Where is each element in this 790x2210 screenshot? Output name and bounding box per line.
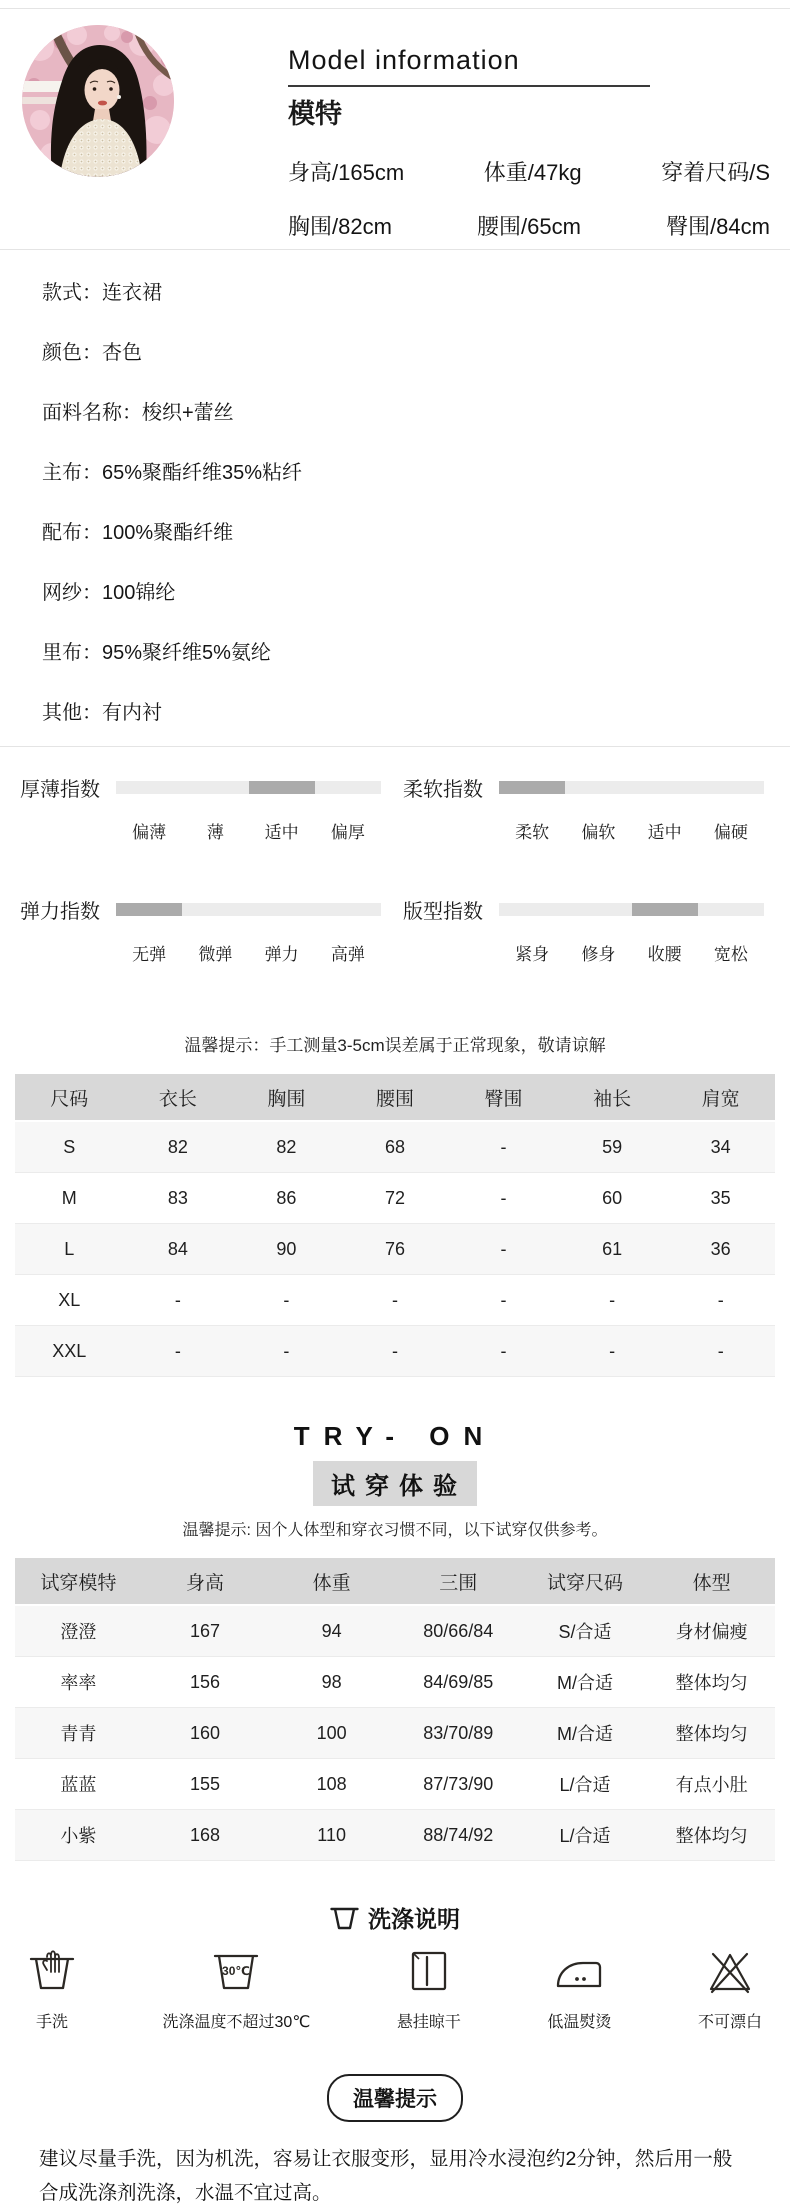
table-cell: - — [449, 1326, 558, 1377]
index-label: 弹力指数 — [20, 901, 100, 923]
index-elasticity — [20, 895, 381, 965]
table-row — [15, 1810, 775, 1861]
table-cell: 84/69/85 — [395, 1657, 522, 1708]
table-cell: 82 — [124, 1122, 233, 1173]
table-cell: - — [124, 1275, 233, 1326]
table-cell: 156 — [142, 1657, 269, 1708]
index-option-label: 柔软 — [515, 823, 550, 842]
index-bar-fill — [116, 903, 182, 916]
table-cell: 82 — [232, 1122, 341, 1173]
model-info-title-en: Model information — [288, 45, 650, 87]
table-header-cell: 体型 — [648, 1558, 775, 1606]
model-waist: 腰围/65cm — [477, 214, 581, 239]
index-bar-fill — [499, 781, 565, 794]
index-options — [116, 940, 381, 965]
model-wearing-size: 穿着尺码/S — [661, 160, 770, 185]
tryon-note: 温馨提示: 因个人体型和穿衣习惯不同，以下试穿仅供参考。 — [182, 1522, 608, 1539]
washcare-section-title — [0, 1901, 790, 1934]
index-option-label: 偏硬 — [713, 823, 748, 842]
table-cell: M — [15, 1173, 124, 1224]
table-cell: - — [558, 1275, 667, 1326]
table-cell: 98 — [268, 1657, 395, 1708]
washcare-item — [698, 1946, 762, 2032]
fabric-index-section — [0, 747, 790, 987]
table-cell: - — [341, 1275, 450, 1326]
attr-style: 款式：连衣裙 — [42, 281, 162, 304]
table-cell: 167 — [142, 1606, 269, 1657]
table-row — [15, 1173, 775, 1224]
table-cell: 88/74/92 — [395, 1810, 522, 1861]
table-header-cell: 胸围 — [232, 1074, 341, 1122]
table-cell: S/合适 — [522, 1606, 649, 1657]
table-row — [15, 1122, 775, 1173]
table-row — [15, 1275, 775, 1326]
hand-wash-icon — [28, 1948, 76, 1994]
table-cell: - — [449, 1224, 558, 1275]
washcare-item — [28, 1946, 76, 2032]
size-table — [15, 1074, 775, 1377]
index-option-label: 适中 — [264, 823, 299, 842]
index-softness — [403, 773, 764, 843]
index-option-label: 宽松 — [713, 945, 748, 964]
index-bar — [116, 903, 381, 916]
no-bleach-icon — [706, 1948, 754, 1994]
table-cell: - — [666, 1275, 775, 1326]
table-cell: XL — [15, 1275, 124, 1326]
table-cell: 72 — [341, 1173, 450, 1224]
table-header-cell: 身高 — [142, 1558, 269, 1606]
index-options — [499, 818, 764, 843]
wash-30c-icon — [212, 1948, 260, 1994]
tryon-table — [15, 1558, 775, 1861]
table-cell: 青青 — [15, 1708, 142, 1759]
table-cell: 61 — [558, 1224, 667, 1275]
table-cell: 110 — [268, 1810, 395, 1861]
table-row — [15, 1708, 775, 1759]
index-label: 版型指数 — [403, 901, 483, 923]
table-cell: 83 — [124, 1173, 233, 1224]
table-cell: 83/70/89 — [395, 1708, 522, 1759]
table-cell: 84 — [124, 1224, 233, 1275]
attr-mesh: 网纱：100锦纶 — [42, 581, 176, 604]
table-cell: 身材偏瘦 — [648, 1606, 775, 1657]
wash-basin-icon — [330, 1905, 359, 1931]
table-cell: 澄澄 — [15, 1606, 142, 1657]
index-label: 厚薄指数 — [20, 779, 100, 801]
washcare-label: 洗涤温度不超过30℃ — [162, 2014, 311, 2031]
index-bar — [499, 903, 764, 916]
model-portrait-illustration — [22, 25, 174, 177]
table-cell: 76 — [341, 1224, 450, 1275]
table-cell: 80/66/84 — [395, 1606, 522, 1657]
table-cell: L/合适 — [522, 1810, 649, 1861]
table-header-cell: 三围 — [395, 1558, 522, 1606]
index-option-label: 无弹 — [132, 945, 167, 964]
tryon-section-header — [0, 1421, 790, 1540]
table-cell: S — [15, 1122, 124, 1173]
table-cell: 小紫 — [15, 1810, 142, 1861]
iron-low-icon — [554, 1951, 604, 1991]
table-cell: 59 — [558, 1122, 667, 1173]
table-cell: 整体均匀 — [648, 1708, 775, 1759]
model-stats-row1 — [288, 156, 770, 187]
model-hip: 臀围/84cm — [666, 214, 770, 239]
washcare-item — [397, 1946, 461, 2032]
table-cell: 35 — [666, 1173, 775, 1224]
hang-dry-icon — [408, 1948, 450, 1994]
table-row — [15, 1759, 775, 1810]
table-cell: 155 — [142, 1759, 269, 1810]
washcare-label: 不可漂白 — [697, 2014, 762, 2031]
index-bar — [499, 781, 764, 794]
table-cell: 168 — [142, 1810, 269, 1861]
table-header-cell: 臀围 — [449, 1074, 558, 1122]
table-cell: - — [449, 1275, 558, 1326]
table-cell: 160 — [142, 1708, 269, 1759]
table-row — [15, 1657, 775, 1708]
washcare-item — [547, 1946, 611, 2032]
index-option-label: 收腰 — [647, 945, 682, 964]
table-cell: 100 — [268, 1708, 395, 1759]
index-option-label: 高弹 — [330, 945, 365, 964]
table-header-cell: 试穿模特 — [15, 1558, 142, 1606]
table-cell: L/合适 — [522, 1759, 649, 1810]
index-label: 柔软指数 — [403, 779, 483, 801]
washcare-title-text: 洗涤说明 — [368, 1906, 460, 1932]
table-cell: 整体均匀 — [648, 1810, 775, 1861]
model-bust: 胸围/82cm — [288, 214, 392, 239]
attr-fabric-name: 面料名称：梭织+蕾丝 — [42, 401, 234, 424]
tryon-title-cn: 试穿体验 — [313, 1461, 477, 1506]
tryon-title-en: TRY- ON — [293, 1421, 497, 1451]
table-cell: - — [341, 1326, 450, 1377]
index-fit — [403, 895, 764, 965]
table-header-cell: 腰围 — [341, 1074, 450, 1122]
index-option-label: 微弹 — [198, 945, 233, 964]
washcare-label: 悬挂晾干 — [396, 2014, 461, 2031]
attr-secondary-fabric: 配布：100%聚酯纤维 — [42, 521, 234, 544]
table-header-cell: 体重 — [268, 1558, 395, 1606]
index-option-label: 偏薄 — [132, 823, 167, 842]
table-row — [15, 1326, 775, 1377]
table-header-cell: 肩宽 — [666, 1074, 775, 1122]
washcare-item — [163, 1946, 311, 2032]
product-attributes — [0, 250, 790, 746]
index-option-label: 修身 — [581, 945, 616, 964]
table-cell: 有点小肚 — [648, 1759, 775, 1810]
index-option-label: 偏厚 — [330, 823, 365, 842]
attr-other: 其他：有内衬 — [42, 701, 162, 724]
index-options — [499, 940, 764, 965]
table-cell: 86 — [232, 1173, 341, 1224]
index-option-label: 紧身 — [515, 945, 550, 964]
table-cell: 率率 — [15, 1657, 142, 1708]
table-cell: 90 — [232, 1224, 341, 1275]
index-option-label: 弹力 — [264, 945, 299, 964]
table-cell: 87/73/90 — [395, 1759, 522, 1810]
model-height: 身高/165cm — [288, 160, 405, 185]
table-header-cell: 试穿尺码 — [522, 1558, 649, 1606]
table-cell: - — [449, 1122, 558, 1173]
index-option-label: 薄 — [206, 823, 224, 842]
model-weight: 体重/47kg — [483, 160, 582, 185]
index-bar — [116, 781, 381, 794]
table-cell: 94 — [268, 1606, 395, 1657]
index-option-label: 偏软 — [581, 823, 616, 842]
table-header-cell: 衣长 — [124, 1074, 233, 1122]
table-header-cell: 袖长 — [558, 1074, 667, 1122]
table-cell: - — [232, 1326, 341, 1377]
index-options — [116, 818, 381, 843]
table-cell: - — [558, 1326, 667, 1377]
table-cell: 整体均匀 — [648, 1657, 775, 1708]
table-cell: 36 — [666, 1224, 775, 1275]
table-cell: 34 — [666, 1122, 775, 1173]
table-cell: 108 — [268, 1759, 395, 1810]
washcare-icons-row — [0, 1946, 790, 2032]
index-bar-fill — [632, 903, 698, 916]
table-cell: L — [15, 1224, 124, 1275]
attr-main-fabric: 主布：65%聚酯纤维35%粘纤 — [42, 461, 303, 484]
index-thickness — [20, 773, 381, 843]
washcare-label: 手洗 — [35, 2014, 68, 2031]
table-cell: - — [124, 1326, 233, 1377]
table-header-row — [15, 1074, 775, 1122]
table-cell: 蓝蓝 — [15, 1759, 142, 1810]
table-cell: 68 — [341, 1122, 450, 1173]
model-stats-row2 — [288, 210, 770, 241]
attr-color: 颜色：杏色 — [42, 341, 142, 364]
table-header-cell: 尺码 — [15, 1074, 124, 1122]
table-cell: M/合适 — [522, 1657, 649, 1708]
index-bar-fill — [249, 781, 315, 794]
table-cell: XXL — [15, 1326, 124, 1377]
table-row — [15, 1606, 775, 1657]
table-cell: M/合适 — [522, 1708, 649, 1759]
model-info-section — [0, 9, 790, 249]
table-header-row — [15, 1558, 775, 1606]
washcare-label: 低温熨烫 — [547, 2014, 612, 2031]
table-cell: - — [449, 1173, 558, 1224]
size-measure-note: 温馨提示：手工测量3-5cm误差属于正常现象，敬请谅解 — [184, 1036, 606, 1055]
model-photo — [22, 25, 174, 177]
table-cell: - — [232, 1275, 341, 1326]
attr-lining: 里布：95%聚纤维5%氨纶 — [42, 641, 271, 664]
wash-instructions-text: 建议尽量手洗，因为机洗，容易让衣服变形，显用冷水浸泡约2分钟，然后用一般合成洗涤剂洗涤，水温不宜过高。 — [39, 2148, 733, 2204]
svg-text:30℃: 30℃ — [222, 1964, 251, 1978]
table-cell: 60 — [558, 1173, 667, 1224]
table-row — [15, 1224, 775, 1275]
model-info-title-cn: 模特 — [288, 99, 342, 129]
table-cell: - — [666, 1326, 775, 1377]
index-option-label: 适中 — [647, 823, 682, 842]
warm-tip-badge: 温馨提示 — [327, 2074, 463, 2122]
